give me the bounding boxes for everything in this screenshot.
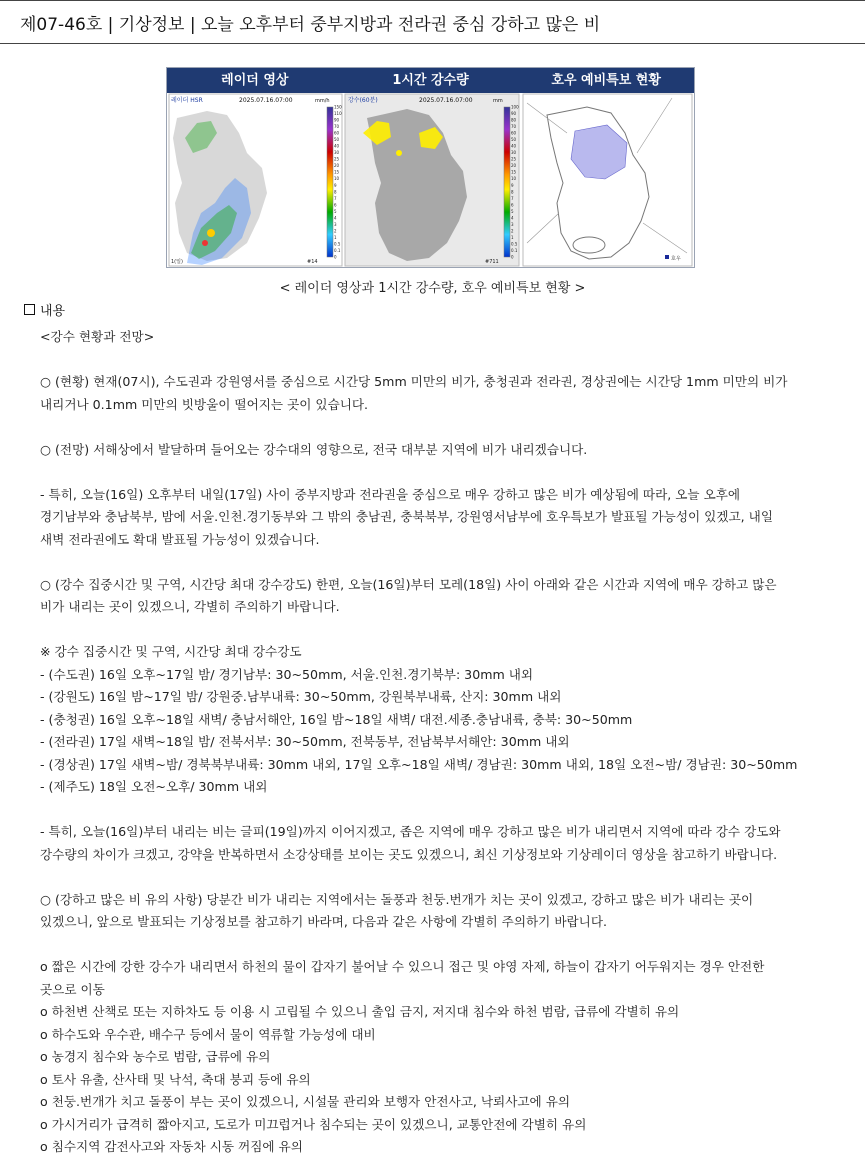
caution-item: 곳으로 이동: [40, 981, 105, 997]
document-title: 제07-46호 | 기상정보 | 오늘 오후부터 중부지방과 전라권 중심 강하고 많은 비: [20, 15, 601, 35]
list-item: - (전라권) 17일 새벽~18일 밤/ 전북서부: 30~50mm, 전북동부, 전남북부서해안: 30mm 내외: [40, 734, 570, 749]
scale-tick-label: 0: [334, 254, 337, 260]
scale-tick-label: 7: [511, 195, 514, 201]
list-item: - (충청권) 16일 오후~18일 새벽/ 충남서해안, 16일 밤~18일 새벽/ 대전.세종.충남내륙, 충북: 30~50mm: [40, 711, 633, 727]
body-subtitle: <강수 현황과 전망>: [40, 329, 155, 344]
scale-tick-label: 4: [511, 215, 514, 221]
intensity-list-title: ※ 강수 집중시간 및 구역, 시간당 최대 강수강도: [40, 644, 302, 659]
caution-item: o 천둥.번개가 치고 돌풍이 부는 곳이 있겠으니, 시설물 관리와 보행자 안전사고, 낙뢰사고에 유의: [40, 1094, 571, 1109]
caution-item: o 가시거리가 급격히 짧아지고, 도로가 미끄럽거나 침수되는 곳이 있겠으니, 교통안전에 각별히 유의: [40, 1116, 587, 1132]
radar-footer-left: 1(일): [171, 259, 183, 265]
scale-tick-label: 110: [334, 111, 342, 117]
advisory-map: [523, 94, 692, 266]
scale-tick-label: 15: [511, 169, 517, 175]
scale-tick-label: 100: [511, 104, 519, 110]
scale-tick-label: 2: [334, 228, 337, 234]
current-status-line-1: ○ (현황) 현재(07시), 수도권과 강원영서를 중심으로 시간당 5mm 미만의 비가, 충청권과 전라권, 경상권에는 시간당 1mm 미만의 비가: [40, 374, 788, 389]
panel-title-rainfall: 1시간 강수량: [392, 73, 469, 88]
special-line-2: 경기남부와 충남북부, 밤에 서울.인천.경기동부와 그 밖의 충남권, 충북북부, 강원영서남부에 호우특보가 발표될 가능성이 있겠고, 내일: [40, 509, 774, 524]
scale-tick-label: 40: [334, 143, 340, 149]
figure-caption: < 레이더 영상과 1시간 강수량, 호우 예비특보 현황 >: [279, 281, 586, 296]
document-body: [40, 326, 830, 1159]
scale-tick-label: 60: [511, 130, 517, 136]
rain-unit: mm: [493, 98, 503, 104]
rainfall-map: [345, 94, 519, 266]
panel-title-advisory: 호우 예비특보 현황: [551, 73, 661, 88]
scale-tick-label: 0.5: [511, 241, 518, 247]
scale-tick-label: 20: [511, 163, 517, 169]
scale-tick-label: 3: [511, 221, 514, 227]
scale-tick-label: 5: [334, 208, 337, 214]
list-item: - (강원도) 16일 밤~17일 밤/ 강원중.남부내륙: 30~50mm, 강원북부내륙, 산지: 30mm 내외: [40, 689, 562, 704]
scale-tick-label: 6: [511, 202, 514, 208]
section-heading: [24, 300, 65, 319]
radar-echo-red: [202, 240, 208, 246]
radar-echo-yellow: [207, 229, 215, 237]
continue-line-1: - 특히, 오늘(16일)부터 내리는 비는 글피(19일)까지 이어지겠고, 좁은 지역에 매우 강하고 많은 비가 내리면서 지역에 따라 강수 강도와: [40, 824, 781, 839]
radar-label: 레이더 HSR: [171, 97, 203, 104]
rain-footer: #711: [485, 259, 499, 265]
scale-tick-label: 150: [334, 104, 342, 110]
current-status-line-2: 내리거나 0.1mm 미만의 빗방울이 떨어지는 곳이 있습니다.: [40, 396, 369, 412]
scale-tick-label: 30: [334, 150, 340, 156]
scale-tick-label: 8: [511, 189, 514, 195]
figure-maps: [167, 93, 694, 267]
scale-tick-label: 20: [334, 163, 340, 169]
section-heading-label: 내용: [40, 304, 66, 319]
scale-tick-label: 50: [334, 137, 340, 143]
scale-tick-label: 10: [334, 176, 340, 182]
scale-tick-label: 10: [511, 176, 517, 182]
scale-tick-label: 15: [334, 169, 340, 175]
special-line-1: - 특히, 오늘(16일) 오후부터 내일(17일) 사이 중부지방과 전라권을 중심으로 매우 강하고 많은 비가 예상됨에 따라, 오늘 오후에: [40, 486, 741, 502]
scale-tick-label: 8: [334, 189, 337, 195]
scale-tick-label: 25: [334, 156, 340, 162]
figure-panel-titles: [167, 68, 694, 93]
advisory-legend-label: 호우: [671, 256, 681, 262]
scale-tick-label: 1: [334, 234, 337, 240]
radar-colorbar: [327, 107, 333, 257]
caution-item: o 침수지역 감전사고와 자동차 시동 꺼짐에 유의: [40, 1139, 303, 1154]
continue-line-2: 강수량의 차이가 크겠고, 강약을 반복하면서 소강상태를 보이는 곳도 있겠으니, 최신 기상정보와 기상레이더 영상을 참고하기 바랍니다.: [40, 846, 778, 862]
checkbox-square-icon: [24, 304, 35, 315]
scale-tick-label: 70: [511, 124, 517, 130]
scale-tick-label: 5: [511, 208, 514, 214]
list-item: - (수도권) 16일 오후~17일 밤/ 경기남부: 30~50mm, 서울.인천.경기북부: 30mm 내외: [40, 666, 534, 682]
list-item: - (경상권) 17일 새벽~밤/ 경북북부내륙: 30mm 내외, 17일 오후~18일 새벽/ 경남권: 30mm 내외, 18일 오전~밤/ 경남권: 30~50mm: [40, 756, 798, 772]
caution-item: o 농경지 침수와 농수로 범람, 급류에 유의: [40, 1049, 271, 1064]
scale-tick-label: 6: [334, 202, 337, 208]
caution-item: o 하수도와 우수관, 배수구 등에서 물이 역류할 가능성에 대비: [40, 1026, 376, 1042]
scale-tick-label: 0: [511, 254, 514, 260]
scale-tick-label: 60: [334, 130, 340, 136]
scale-tick-label: 3: [334, 221, 337, 227]
caution-item: o 짧은 시간에 강한 강수가 내리면서 하천의 물이 갑자기 불어날 수 있으니 접근 및 야영 자제, 하늘이 갑자기 어두워지는 경우 안전한: [40, 959, 765, 974]
scale-tick-label: 1: [511, 234, 514, 240]
weather-figure: [166, 67, 695, 268]
scale-tick-label: 50: [511, 137, 517, 143]
scale-tick-label: 0.1: [334, 247, 341, 253]
scale-tick-label: 4: [334, 215, 337, 221]
advisory-legend-swatch: [665, 255, 669, 259]
forecast-line: ○ (전망) 서해상에서 발달하며 들어오는 강수대의 영향으로, 전국 대부분 지역에 비가 내리겠습니다.: [40, 441, 588, 457]
scale-tick-label: 25: [511, 156, 517, 162]
document-header: [0, 0, 865, 44]
scale-tick-label: 90: [334, 117, 340, 123]
radar-footer-right: #14: [307, 259, 318, 265]
scale-tick-label: 30: [511, 150, 517, 156]
caution-item: o 토사 유출, 산사태 및 낙석, 축대 붕괴 등에 유의: [40, 1071, 311, 1087]
scale-tick-label: 9: [511, 182, 514, 188]
special-line-3: 새벽 전라권에도 확대 발표될 가능성이 있겠습니다.: [40, 531, 320, 547]
list-item: - (제주도) 18일 오전~오후/ 30mm 내외: [40, 779, 268, 794]
radar-unit: mm/h: [315, 98, 330, 104]
caution-line-2: 있겠으니, 앞으로 발표되는 기상정보를 참고하기 바라며, 다음과 같은 사항에 각별히 주의하기 바랍니다.: [40, 914, 607, 929]
scale-tick-label: 9: [334, 182, 337, 188]
scale-tick-label: 90: [511, 111, 517, 117]
scale-tick-label: 40: [511, 143, 517, 149]
panel-title-radar: 레이더 영상: [221, 73, 289, 88]
scale-tick-label: 2: [511, 228, 514, 234]
intense-line-2: 비가 내리는 곳이 있겠으니, 각별히 주의하기 바랍니다.: [40, 599, 340, 614]
radar-time: 2025.07.16.07:00: [239, 97, 293, 104]
rain-colorbar: [504, 107, 510, 257]
radar-map: [169, 94, 342, 266]
scale-tick-label: 0.1: [511, 247, 518, 253]
intense-line-1: ○ (강수 집중시간 및 구역, 시간당 최대 강수강도) 한편, 오늘(16일)부터 모레(18일) 사이 아래와 같은 시간과 지역에 매우 강하고 많은: [40, 576, 777, 592]
scale-tick-label: 0.5: [334, 241, 341, 247]
caution-line-1: ○ (강하고 많은 비 유의 사항) 당분간 비가 내리는 지역에서는 돌풍과 천둥.번개가 치는 곳이 있겠고, 강하고 많은 비가 내리는 곳이: [40, 891, 754, 907]
scale-tick-label: 80: [511, 117, 517, 123]
rain-yellow-spot: [396, 150, 402, 156]
rain-time: 2025.07.16.07:00: [419, 97, 473, 104]
scale-tick-label: 70: [334, 124, 340, 130]
scale-tick-label: 7: [334, 195, 337, 201]
caution-item: o 하천변 산책로 또는 지하차도 등 이용 시 고립될 수 있으니 출입 금지, 저지대 침수와 하천 범람, 급류에 각별히 유의: [40, 1004, 680, 1019]
rain-label: 강수(60분): [348, 97, 378, 104]
